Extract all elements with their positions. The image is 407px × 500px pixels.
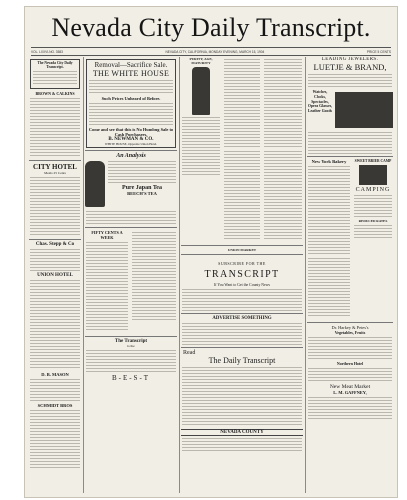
union-hotel-heading: UNION HOTEL bbox=[37, 273, 73, 279]
tea-figure-illustration bbox=[85, 161, 105, 207]
subscription-box-title: The Nevada City Daily Transcript. bbox=[37, 61, 73, 70]
vegetables-heading: Vegetables, Fruits bbox=[334, 330, 366, 335]
reduced-rates-heading: REDUCED RATES bbox=[358, 219, 388, 223]
masthead-title: Nevada City Daily Transcript. bbox=[51, 13, 371, 42]
camp-illustration bbox=[359, 165, 387, 185]
humbug-line: Come and see that this is No Humbug Sale to Cash Purchasers. bbox=[88, 127, 174, 137]
transcript-promo-heading: The Transcript bbox=[114, 339, 148, 344]
sweet-brier-heading: SWEET BRIER CAMP bbox=[354, 159, 392, 163]
camping-heading: CAMPING bbox=[355, 187, 391, 193]
watches-list: Watches, Clocks, Spectacles, Opera Glasses, Leather Goods bbox=[307, 90, 333, 114]
chas-stepp-heading: Chas. Stepp & Co bbox=[35, 242, 75, 248]
dateline-bar bbox=[31, 47, 391, 56]
cash-prices-line: Such Prices Unheard of Before. bbox=[101, 96, 161, 101]
dateline-price: PRICE 5 CENTS bbox=[366, 49, 391, 54]
japan-tea-heading: Pure Japan Tea bbox=[122, 185, 162, 191]
northern-hotel-heading: Northern Hotel bbox=[336, 361, 364, 366]
analysis-heading: An Analysis bbox=[116, 153, 146, 159]
city-hotel-note: Meals 25 Cents bbox=[44, 171, 66, 176]
column-4 bbox=[307, 57, 393, 493]
schmidt-heading: SCHMIDT BROS bbox=[37, 403, 73, 409]
meat-market-heading: New Meat Market bbox=[329, 384, 371, 390]
removal-heading: Removal—Sacrifice Sale. bbox=[94, 61, 168, 69]
want-news-line: If You Want to Get the County News bbox=[214, 283, 270, 287]
newman-firm: B. NEWMAN & CO. bbox=[108, 137, 154, 142]
column-3 bbox=[181, 57, 303, 493]
newman-address: WHITE HOUSE, Opposite Union Hotel. bbox=[104, 142, 158, 146]
bottle-illustration bbox=[192, 67, 210, 115]
best-heading: B-E-S-T bbox=[111, 374, 151, 382]
white-house-ad bbox=[86, 59, 176, 148]
subscribe-line: SUBSCRIBE FOR THE bbox=[218, 261, 266, 266]
ad-brown-calkins: BROWN & CALKINS bbox=[35, 91, 75, 97]
newspaper-page bbox=[24, 6, 398, 498]
read-word: Read bbox=[183, 350, 196, 356]
dateline-date: NEVADA CITY, CALIFORNIA, MONDAY EVENING, MARCH 15, 1904 bbox=[165, 49, 265, 54]
city-hotel-heading: CITY HOTEL bbox=[33, 163, 77, 172]
jewelers-heading: LEADING JEWELERS. bbox=[321, 57, 379, 62]
d-b-mason-heading: D. B. MASON bbox=[41, 372, 69, 378]
column-1 bbox=[29, 57, 81, 493]
fifty-cents-heading: FIFTY CENTS A WEEK bbox=[91, 230, 123, 240]
white-house-heading: THE WHITE HOUSE bbox=[92, 69, 170, 78]
daily-transcript-heading: The Daily Transcript bbox=[208, 356, 276, 365]
harkey-heading: Dr. Harkey & Petes's bbox=[331, 325, 369, 330]
transcript-promo-is: is the bbox=[127, 344, 135, 348]
advertise-heading: ADVERTISE SOMETHING bbox=[212, 316, 272, 321]
subscription-box bbox=[30, 59, 80, 89]
column-2 bbox=[85, 57, 177, 493]
gaffney-heading: L. M. GAFFNEY, bbox=[333, 390, 367, 395]
transcript-big-heading: TRANSCRIPT bbox=[204, 269, 280, 280]
purity-heading: PURITY, AGE, MATURITY bbox=[189, 57, 213, 65]
luetje-brand-heading: LUETJE & BRAND, bbox=[313, 62, 387, 72]
bakery-heading: New York Bakery bbox=[311, 159, 347, 164]
market-heading: UNION MARKET bbox=[227, 248, 257, 252]
dateline-volume: VOL. LXXVI-NO. 3583 bbox=[31, 49, 63, 54]
beechs-tea: BEECH'S TEA bbox=[127, 191, 157, 196]
nevada-county-heading: NEVADA COUNTY bbox=[181, 429, 303, 436]
seal-illustration bbox=[335, 92, 393, 128]
